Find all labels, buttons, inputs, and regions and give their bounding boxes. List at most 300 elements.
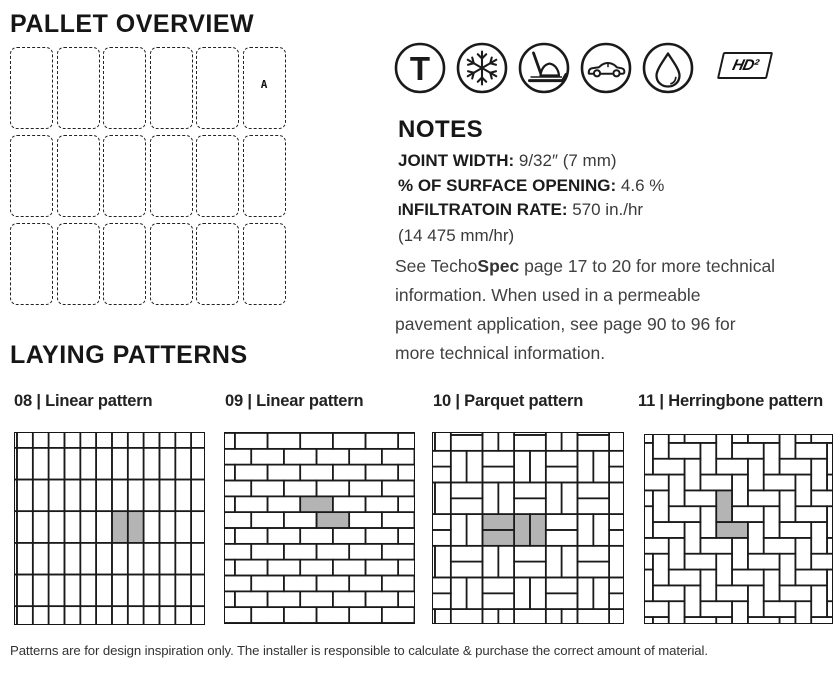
pattern-brick — [764, 475, 796, 491]
pattern-brick — [593, 514, 609, 546]
pattern-brick — [546, 514, 578, 530]
pattern-brick — [112, 543, 128, 575]
pattern-brick — [451, 546, 483, 562]
pattern-brick — [284, 576, 317, 592]
pattern-brick — [144, 543, 160, 575]
pattern-brick — [732, 601, 748, 623]
pattern-brick — [795, 506, 827, 522]
pattern-brick — [235, 560, 268, 576]
pattern-brick — [498, 482, 514, 514]
svg-text:T: T — [409, 50, 431, 87]
pattern-brick — [284, 481, 317, 497]
pattern-brick — [144, 433, 160, 448]
pattern-brick — [191, 511, 204, 543]
pattern-brick — [467, 514, 483, 546]
laying-patterns-title: LAYING PATTERNS — [10, 341, 248, 369]
pallet-unit-a-label: A — [260, 78, 268, 92]
pattern-brick — [284, 449, 317, 465]
infiltration-rate-metric-line: (14 475 mm/hr) — [398, 225, 515, 245]
pattern-brick — [159, 543, 175, 575]
pattern-brick — [609, 546, 623, 578]
pattern-brick — [645, 570, 653, 602]
pattern-brick — [577, 498, 609, 514]
surface-opening-line: % OF SURFACE OPENING: 4.6 % — [398, 175, 665, 195]
pattern-brick — [96, 575, 112, 607]
pattern-brick — [300, 591, 333, 607]
pattern-brick — [577, 562, 609, 578]
pattern-brick — [732, 538, 748, 570]
pattern-brick — [144, 448, 160, 480]
pattern-brick — [398, 591, 414, 607]
pattern-brick — [80, 575, 96, 607]
pattern-brick — [451, 435, 483, 451]
pattern-brick — [780, 522, 812, 538]
pattern-brick — [17, 480, 33, 512]
pattern-brick — [433, 467, 451, 483]
pattern-brick — [80, 511, 96, 543]
pattern-10-diagram — [432, 432, 624, 624]
pattern-brick — [609, 482, 623, 514]
pattern-brick — [64, 606, 80, 624]
pattern-brick — [225, 544, 251, 560]
pattern-brick — [112, 448, 128, 480]
pattern-brick — [482, 577, 514, 593]
pattern-brick — [645, 601, 669, 617]
pattern-brick — [251, 481, 284, 497]
pattern-brick — [827, 538, 832, 554]
pattern-brick — [333, 433, 366, 449]
pattern-brick — [685, 617, 717, 623]
techospec-note-line: See TechoSpec page 17 to 20 for more technical — [395, 256, 776, 276]
pattern-brick — [333, 496, 366, 512]
pattern-brick — [669, 506, 701, 522]
pattern-brick — [300, 433, 333, 449]
pattern-brick — [482, 546, 498, 578]
pattern-brick — [653, 490, 669, 522]
techospec-note — [395, 252, 839, 368]
highlighted-stone — [530, 514, 546, 546]
pattern-brick — [685, 522, 701, 554]
water-drop-icon — [642, 42, 694, 94]
notes-block — [398, 149, 664, 248]
pattern-brick — [795, 538, 811, 570]
pallet-unit — [196, 223, 239, 305]
pallet-unit — [10, 47, 53, 129]
pattern-brick — [685, 585, 701, 617]
pattern-brick — [514, 451, 530, 483]
pattern-brick — [382, 607, 414, 623]
pattern-brick — [716, 459, 748, 475]
pattern-brick — [764, 506, 780, 538]
pattern-10-label: 10 | Parquet pattern — [433, 392, 584, 410]
pattern-brick — [700, 601, 732, 617]
pattern-brick — [251, 544, 284, 560]
pattern-brick — [33, 433, 49, 448]
pattern-brick — [235, 433, 268, 449]
pattern-brick — [645, 475, 669, 491]
pattern-brick — [811, 459, 827, 491]
pattern-brick — [96, 511, 112, 543]
pattern-brick — [17, 433, 33, 448]
pattern-brick — [451, 482, 483, 498]
pattern-brick — [514, 435, 546, 451]
pattern-brick — [433, 593, 451, 609]
pattern-brick — [159, 480, 175, 512]
pattern-brick — [235, 528, 268, 544]
pattern-brick — [317, 449, 350, 465]
pattern-brick — [748, 617, 780, 623]
pattern-brick — [64, 448, 80, 480]
pattern-disclaimer: Patterns are for design inspiration only. The installer is responsible to calculate & purchase the correct amount of material. — [10, 643, 708, 658]
pattern-brick — [811, 490, 832, 506]
pattern-brick — [159, 606, 175, 624]
pattern-brick — [482, 593, 514, 609]
pattern-brick — [225, 433, 235, 449]
pattern-brick — [653, 459, 685, 475]
pallet-unit — [243, 135, 286, 217]
pattern-brick — [780, 617, 796, 623]
pattern-brick — [811, 585, 827, 617]
pattern-brick — [530, 451, 546, 483]
freeze-thaw-icon — [456, 42, 508, 94]
pattern-brick — [284, 544, 317, 560]
pattern-brick — [716, 585, 748, 601]
pattern-brick — [349, 544, 382, 560]
pattern-brick — [128, 606, 144, 624]
pattern-brick — [112, 575, 128, 607]
pattern-brick — [349, 449, 382, 465]
pattern-brick — [317, 481, 350, 497]
pattern-brick — [268, 560, 301, 576]
pattern-brick — [349, 576, 382, 592]
pattern-brick — [498, 546, 514, 578]
pattern-brick — [159, 433, 175, 448]
hd2-badge-label: HD² — [730, 56, 760, 74]
pattern-brick — [64, 480, 80, 512]
pattern-brick — [514, 577, 530, 609]
pallet-unit — [243, 47, 286, 129]
pattern-brick — [382, 576, 414, 592]
pattern-brick — [562, 546, 578, 578]
pattern-brick — [433, 577, 451, 593]
pattern-brick — [748, 554, 780, 570]
pattern-brick — [317, 607, 350, 623]
pattern-brick — [235, 465, 268, 481]
pattern-brick — [795, 475, 811, 507]
pattern-brick — [451, 609, 483, 623]
pattern-brick — [645, 617, 653, 623]
pattern-brick — [577, 577, 593, 609]
pattern-brick — [700, 443, 716, 475]
pattern-brick — [764, 570, 780, 602]
pattern-brick — [333, 591, 366, 607]
pattern-brick — [546, 433, 562, 451]
pattern-brick — [175, 606, 191, 624]
pattern-brick — [433, 451, 451, 467]
pattern-brick — [669, 443, 701, 459]
pattern-brick — [609, 577, 623, 593]
pattern-brick — [17, 511, 33, 543]
pattern-brick — [251, 449, 284, 465]
joint-width-line: JOINT WIDTH: 9/32″ (7 mm) — [398, 151, 617, 170]
pattern-brick — [669, 475, 685, 507]
pattern-brick — [225, 528, 235, 544]
pattern-brick — [577, 435, 609, 451]
pattern-brick — [433, 514, 451, 530]
techospec-note-line: more technical information. — [395, 343, 606, 363]
notes-heading: NOTES — [398, 116, 484, 143]
pattern-brick — [653, 435, 669, 459]
pattern-brick — [498, 609, 514, 623]
pattern-brick — [827, 475, 832, 491]
pallet-grid — [10, 47, 286, 305]
pattern-brick — [64, 433, 80, 448]
pattern-brick — [251, 607, 284, 623]
pattern-brick — [562, 482, 578, 514]
pattern-brick — [748, 490, 780, 506]
pattern-brick — [685, 435, 717, 443]
pattern-brick — [669, 435, 685, 443]
pattern-brick — [435, 482, 451, 514]
pattern-brick — [700, 475, 732, 491]
pattern-brick — [366, 496, 399, 512]
pattern-brick — [96, 606, 112, 624]
pattern-brick — [748, 585, 764, 617]
pattern-brick — [225, 449, 251, 465]
techospec-note-line: information. When used in a permeable — [395, 285, 701, 305]
pattern-brick — [609, 467, 623, 483]
pattern-brick — [514, 498, 546, 514]
pattern-brick — [251, 512, 284, 528]
pattern-brick — [284, 607, 317, 623]
vehicular-traffic-icon — [580, 42, 632, 94]
pattern-brick — [795, 435, 811, 443]
pattern-brick — [300, 528, 333, 544]
highlighted-stone — [128, 511, 144, 543]
pattern-brick — [645, 490, 653, 506]
pattern-brick — [17, 543, 33, 575]
pattern-brick — [451, 514, 467, 546]
pattern-11-diagram — [644, 434, 833, 624]
pattern-brick — [349, 512, 382, 528]
pattern-brick — [546, 609, 562, 623]
pattern-brick — [49, 511, 65, 543]
pattern-brick — [382, 512, 414, 528]
pallet-unit — [150, 135, 193, 217]
pattern-brick — [609, 514, 623, 530]
pattern-brick — [33, 606, 49, 624]
pattern-brick — [366, 591, 399, 607]
pattern-brick — [128, 480, 144, 512]
pallet-unit — [243, 223, 286, 305]
pattern-brick — [827, 601, 832, 617]
pattern-brick — [159, 575, 175, 607]
pattern-brick — [451, 562, 483, 578]
pallet-unit — [57, 135, 100, 217]
pattern-brick — [225, 481, 251, 497]
pattern-brick — [577, 451, 593, 483]
pattern-brick — [317, 544, 350, 560]
pallet-unit — [150, 47, 193, 129]
pattern-brick — [175, 448, 191, 480]
pattern-brick — [144, 575, 160, 607]
pattern-brick — [530, 577, 546, 609]
pattern-brick — [669, 601, 685, 623]
pattern-brick — [514, 562, 546, 578]
pattern-brick — [64, 511, 80, 543]
pattern-brick — [609, 609, 623, 623]
pattern-brick — [451, 451, 467, 483]
pattern-brick — [49, 480, 65, 512]
techospec-note-line: pavement application, see page 90 to 96 for — [395, 314, 736, 334]
pallet-unit — [196, 47, 239, 129]
pattern-brick — [235, 496, 268, 512]
highlighted-stone — [482, 530, 514, 546]
pattern-brick — [225, 512, 251, 528]
pattern-brick — [96, 433, 112, 448]
pattern-brick — [33, 448, 49, 480]
pattern-brick — [700, 570, 716, 602]
pattern-brick — [716, 435, 732, 459]
pattern-brick — [645, 443, 653, 475]
hd2-badge-icon — [717, 52, 773, 79]
pattern-brick — [732, 435, 748, 443]
pattern-brick — [284, 512, 317, 528]
pallet-unit — [10, 223, 53, 305]
pattern-brick — [33, 511, 49, 543]
pattern-brick — [514, 546, 546, 562]
pattern-brick — [191, 448, 204, 480]
pallet-unit — [150, 223, 193, 305]
pattern-brick — [764, 601, 796, 617]
pattern-brick — [225, 576, 251, 592]
pattern-brick — [593, 451, 609, 483]
pattern-brick — [562, 433, 578, 451]
pattern-brick — [546, 530, 578, 546]
pattern-11-label: 11 | Herringbone pattern — [638, 392, 824, 410]
pattern-brick — [175, 543, 191, 575]
pattern-brick — [128, 448, 144, 480]
pattern-08-diagram — [14, 432, 205, 625]
pattern-brick — [382, 481, 414, 497]
pattern-brick — [366, 433, 399, 449]
pattern-brick — [685, 554, 717, 570]
highlighted-stone — [716, 522, 748, 538]
pattern-brick — [732, 443, 764, 459]
pattern-brick — [268, 496, 301, 512]
pattern-brick — [546, 451, 578, 467]
pattern-brick — [225, 560, 235, 576]
pattern-brick — [653, 522, 685, 538]
pattern-brick — [80, 480, 96, 512]
pattern-brick — [398, 560, 414, 576]
pattern-brick — [577, 546, 609, 562]
pattern-brick — [451, 577, 467, 609]
pattern-brick — [593, 577, 609, 609]
feature-icon-row — [394, 42, 770, 94]
pattern-brick — [467, 451, 483, 483]
pattern-brick — [562, 609, 578, 623]
pattern-brick — [795, 443, 827, 459]
pattern-brick — [175, 511, 191, 543]
pattern-brick — [748, 522, 764, 554]
pattern-brick — [382, 544, 414, 560]
pattern-brick — [716, 554, 732, 586]
pattern-brick — [33, 575, 49, 607]
pattern-brick — [732, 570, 764, 586]
pattern-brick — [144, 480, 160, 512]
pattern-brick — [780, 459, 812, 475]
pattern-brick — [764, 443, 780, 475]
pattern-brick — [669, 570, 701, 586]
pattern-brick — [225, 465, 235, 481]
pattern-brick — [609, 433, 623, 451]
pattern-brick — [49, 606, 65, 624]
pattern-brick — [96, 448, 112, 480]
pattern-brick — [732, 506, 764, 522]
pattern-brick — [80, 543, 96, 575]
pattern-brick — [112, 433, 128, 448]
pattern-brick — [398, 496, 414, 512]
pattern-brick — [514, 482, 546, 498]
pallet-unit — [103, 223, 146, 305]
pattern-brick — [398, 433, 414, 449]
pallet-unit — [57, 47, 100, 129]
pattern-brick — [780, 585, 812, 601]
pattern-brick — [349, 607, 382, 623]
pattern-brick — [609, 593, 623, 609]
pattern-brick — [300, 560, 333, 576]
pattern-brick — [225, 607, 251, 623]
pattern-brick — [748, 435, 780, 443]
pattern-brick — [435, 609, 451, 623]
pattern-brick — [482, 482, 498, 514]
pattern-brick — [300, 465, 333, 481]
pattern-brick — [795, 601, 811, 623]
highlighted-stone — [112, 511, 128, 543]
pattern-brick — [609, 451, 623, 467]
infiltration-rate-line: INFILTRATOIN RATE: 570 in./hr — [398, 200, 644, 219]
pattern-brick — [435, 546, 451, 578]
highlighted-stone — [300, 496, 333, 512]
t-rating-icon — [394, 42, 446, 94]
pattern-brick — [780, 490, 796, 522]
pattern-brick — [80, 606, 96, 624]
pattern-brick — [685, 490, 717, 506]
pattern-brick — [191, 543, 204, 575]
pattern-brick — [80, 433, 96, 448]
pattern-brick — [482, 433, 498, 451]
pattern-brick — [17, 448, 33, 480]
pattern-brick — [333, 465, 366, 481]
pattern-brick — [811, 554, 832, 570]
pattern-brick — [33, 480, 49, 512]
pattern-brick — [645, 538, 669, 554]
pattern-brick — [128, 543, 144, 575]
pattern-brick — [191, 575, 204, 607]
pattern-brick — [191, 433, 204, 448]
pattern-brick — [669, 538, 685, 570]
pattern-brick — [366, 465, 399, 481]
pattern-brick — [17, 606, 33, 624]
pattern-brick — [795, 570, 827, 586]
pattern-brick — [716, 617, 732, 623]
highlighted-stone — [716, 490, 732, 522]
pattern-brick — [645, 506, 653, 538]
pattern-brick — [577, 609, 609, 623]
pattern-brick — [546, 577, 578, 593]
plate-compactor-icon — [518, 42, 570, 94]
